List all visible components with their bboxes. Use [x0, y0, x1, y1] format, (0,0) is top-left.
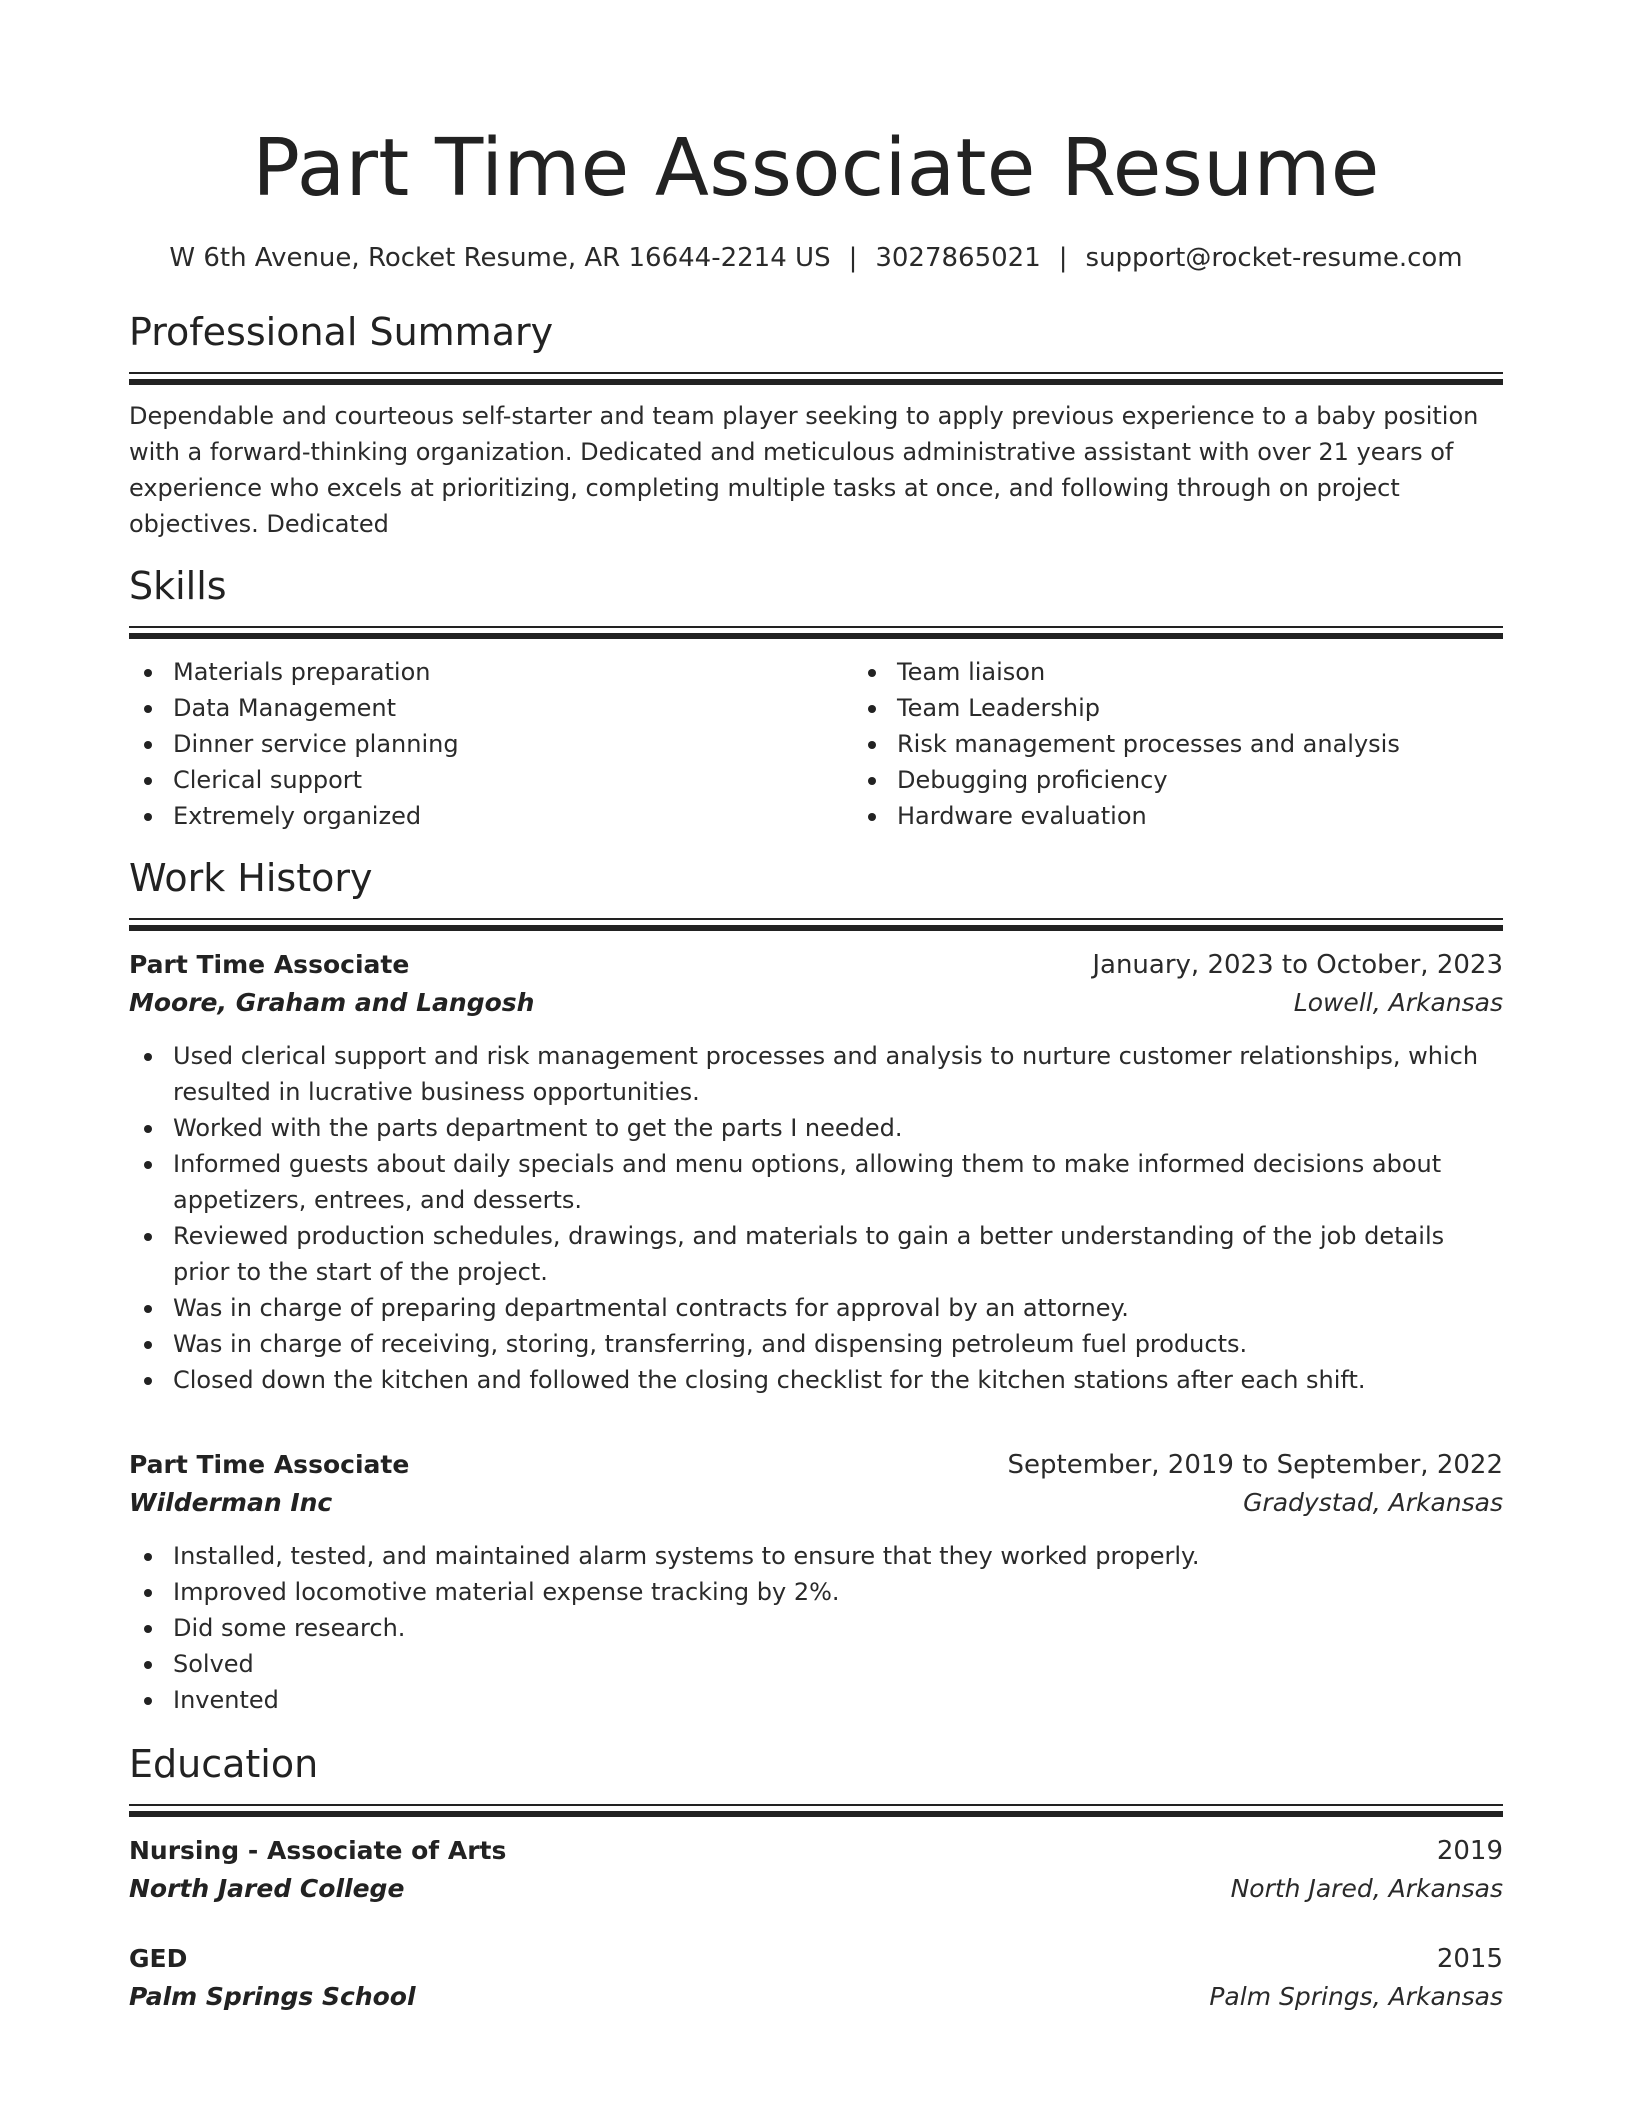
- job-dates: January, 2023 to October, 2023: [1092, 950, 1503, 980]
- contact-separator: |: [1058, 243, 1068, 273]
- job-entry: [129, 946, 1503, 1398]
- education-degree: Nursing - Associate of Arts: [129, 1836, 507, 1865]
- job-duty: Closed down the kitchen and followed the closing checklist for the kitchen stations after each shift.: [173, 1362, 1503, 1398]
- education-entry: [129, 1940, 1503, 2016]
- education-section: [129, 1738, 1503, 2016]
- job-duty: Worked with the parts department to get the parts I needed.: [173, 1110, 1503, 1146]
- contact-address: W 6th Avenue, Rocket Resume, AR 16644-2214 US: [169, 243, 831, 273]
- job-company: Moore, Graham and Langosh: [129, 988, 535, 1017]
- contact-line: [129, 240, 1503, 276]
- job-company: Wilderman Inc: [129, 1488, 333, 1517]
- job-duty: Reviewed production schedules, drawings, and materials to gain a better understanding of the job details prior to the start of the project.: [173, 1218, 1503, 1290]
- job-duty: Invented: [173, 1682, 1503, 1718]
- job-title: Part Time Associate: [129, 950, 410, 979]
- job-duty: Used clerical support and risk management processes and analysis to nurture customer relationships, which resulted in lucrative business opportunities.: [173, 1038, 1503, 1110]
- skills-list-right: [853, 654, 1503, 834]
- job-location: Gradystad, Arkansas: [1243, 1488, 1503, 1517]
- job-duty: Improved locomotive material expense tracking by 2%.: [173, 1574, 1503, 1610]
- job-company-row: [129, 1484, 1503, 1522]
- job-header-row: [129, 1446, 1503, 1484]
- skill-item: Extremely organized: [173, 798, 853, 834]
- skill-item: Clerical support: [173, 762, 853, 798]
- work-history-section: [129, 852, 1503, 1718]
- education-degree: GED: [129, 1944, 188, 1973]
- contact-phone: 3027865021: [875, 243, 1041, 273]
- section-divider: [129, 918, 1503, 930]
- job-duties-list: [129, 1538, 1503, 1718]
- skills-section: [129, 560, 1503, 834]
- job-header-row: [129, 946, 1503, 984]
- job-duties-list: [129, 1038, 1503, 1398]
- section-divider: [129, 626, 1503, 638]
- section-divider: [129, 1804, 1503, 1816]
- job-duty: Solved: [173, 1646, 1503, 1682]
- education-location: North Jared, Arkansas: [1230, 1874, 1503, 1903]
- skill-item: Team Leadership: [897, 690, 1503, 726]
- contact-separator: |: [848, 243, 858, 273]
- job-title: Part Time Associate: [129, 1450, 410, 1479]
- skill-item: Team liaison: [897, 654, 1503, 690]
- education-school-row: [129, 1870, 1503, 1908]
- summary-section: [129, 306, 1503, 542]
- education-year: 2015: [1436, 1944, 1503, 1974]
- skill-item: Materials preparation: [173, 654, 853, 690]
- education-year: 2019: [1436, 1836, 1503, 1866]
- education-school: North Jared College: [129, 1874, 405, 1903]
- section-divider: [129, 372, 1503, 384]
- skill-item: Risk management processes and analysis: [897, 726, 1503, 762]
- job-entry: [129, 1446, 1503, 1718]
- job-dates: September, 2019 to September, 2022: [1007, 1450, 1503, 1480]
- job-duty: Installed, tested, and maintained alarm systems to ensure that they worked properly.: [173, 1538, 1503, 1574]
- skills-heading: Skills: [129, 564, 227, 608]
- summary-heading: Professional Summary: [129, 310, 554, 354]
- education-entry: [129, 1832, 1503, 1908]
- skills-grid: [129, 654, 1503, 834]
- job-company-row: [129, 984, 1503, 1022]
- contact-email: support@rocket-resume.com: [1085, 243, 1463, 273]
- skill-item: Data Management: [173, 690, 853, 726]
- skill-item: Hardware evaluation: [897, 798, 1503, 834]
- skills-list-left: [129, 654, 853, 834]
- summary-text: Dependable and courteous self-starter and team player seeking to apply previous experience to a baby position with a forward-thinking organization. Dedicated and meticulous administrative assistant with over 21 years of experience who excels at prioritizing, completing multiple tasks at once, and following through on project objectives. Dedicated: [129, 402, 1479, 538]
- job-duty: Did some research.: [173, 1610, 1503, 1646]
- education-header-row: [129, 1832, 1503, 1870]
- work-history-heading: Work History: [129, 856, 373, 900]
- job-location: Lowell, Arkansas: [1293, 988, 1503, 1017]
- skill-item: Debugging proficiency: [897, 762, 1503, 798]
- skill-item: Dinner service planning: [173, 726, 853, 762]
- education-school: Palm Springs School: [129, 1982, 416, 2011]
- job-duty: Was in charge of receiving, storing, transferring, and dispensing petroleum fuel products.: [173, 1326, 1503, 1362]
- education-header-row: [129, 1940, 1503, 1978]
- education-heading: Education: [129, 1742, 319, 1786]
- job-duty: Was in charge of preparing departmental contracts for approval by an attorney.: [173, 1290, 1503, 1326]
- job-duty: Informed guests about daily specials and menu options, allowing them to make informed decisions about appetizers, entrees, and desserts.: [173, 1146, 1503, 1218]
- education-location: Palm Springs, Arkansas: [1209, 1982, 1503, 2011]
- education-school-row: [129, 1978, 1503, 2016]
- resume-title: Part Time Associate Resume: [252, 122, 1380, 214]
